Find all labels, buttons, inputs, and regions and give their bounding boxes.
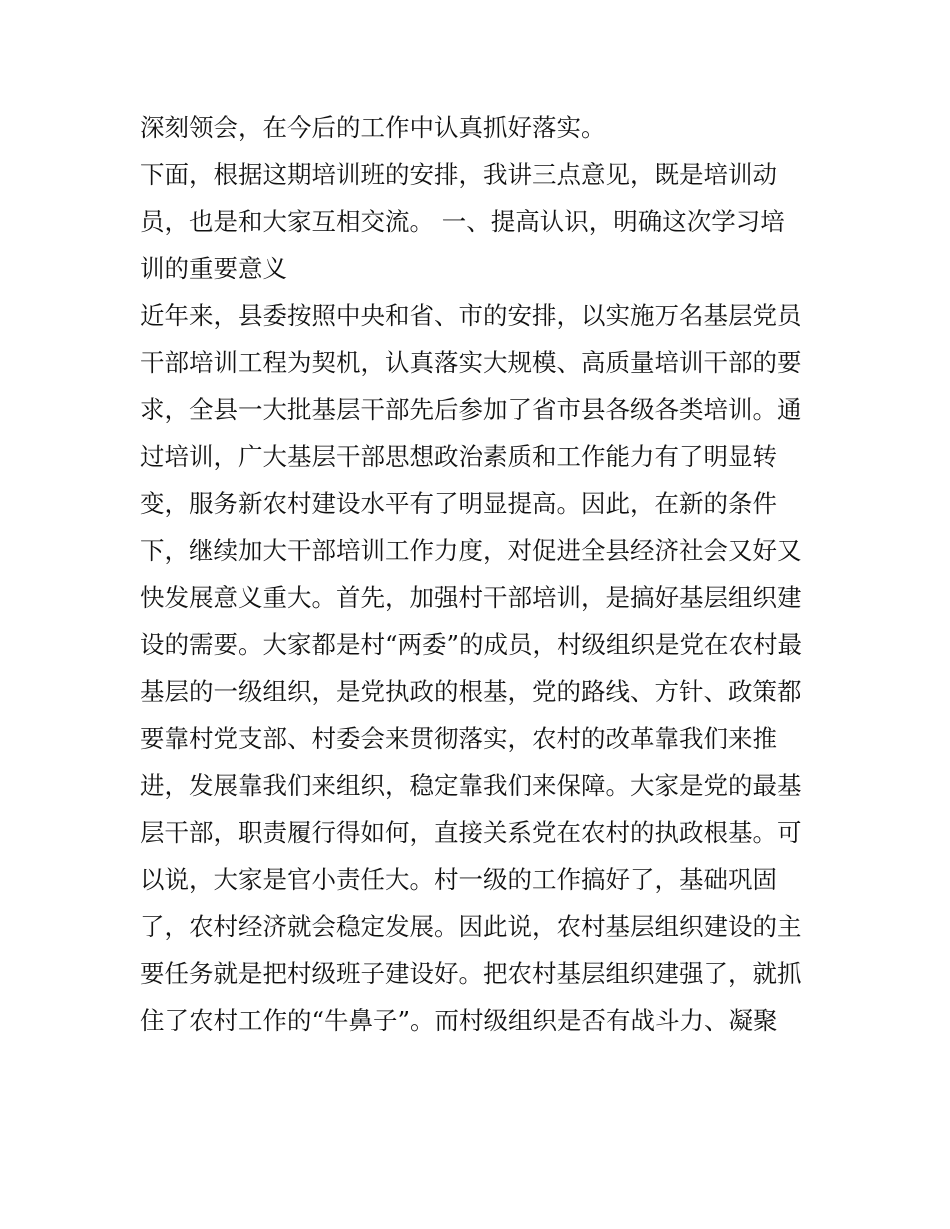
text-line: 过培训，广大基层干部思想政治素质和工作能力有了明显转 [140,442,777,471]
text-line: 进，发展靠我们来组织，稳定靠我们来保障。大家是党的最基 [140,771,802,800]
text-line: 了，农村经济就会稳定发展。因此说，农村基层组织建设的主 [140,912,802,941]
text-line: 要靠村党支部、村委会来贯彻落实，农村的改革靠我们来推 [140,724,777,753]
text-line: 层干部，职责履行得如何，直接关系党在农村的执政根基。可 [140,818,802,847]
text-line: 快发展意义重大。首先，加强村干部培训，是搞好基层组织建 [140,583,802,612]
text-line: 基层的一级组织，是党执政的根基，党的路线、方针、政策都 [140,677,802,706]
text-line: 下面，根据这期培训班的安排，我讲三点意见，既是培训动 [140,160,777,189]
text-line: 设的需要。大家都是村“两委”的成员，村级组织是党在农村最 [140,630,803,659]
text-line: 下，继续加大干部培训工作力度，对促进全县经济社会又好又 [140,536,802,565]
text-line: 训的重要意义 [140,254,287,283]
text-line: 以说，大家是官小责任大。村一级的工作搞好了，基础巩固 [140,865,777,894]
text-line: 住了农村工作的“牛鼻子”。而村级组织是否有战斗力、凝聚 [140,1006,778,1035]
text-line: 要任务就是把村级班子建设好。把农村基层组织建强了，就抓 [140,959,802,988]
text-line: 近年来，县委按照中央和省、市的安排，以实施万名基层党员 [140,301,802,330]
text-line: 干部培训工程为契机，认真落实大规模、高质量培训干部的要 [140,348,802,377]
text-line: 变，服务新农村建设水平有了明显提高。因此，在新的条件 [140,489,777,518]
text-line: 深刻领会，在今后的工作中认真抓好落实。 [140,113,606,142]
text-line: 员，也是和大家互相交流。 一、提高认识，明确这次学习培 [140,207,785,236]
text-line: 求，全县一大批基层干部先后参加了省市县各级各类培训。通 [140,395,802,424]
body-text [140,104,820,1044]
